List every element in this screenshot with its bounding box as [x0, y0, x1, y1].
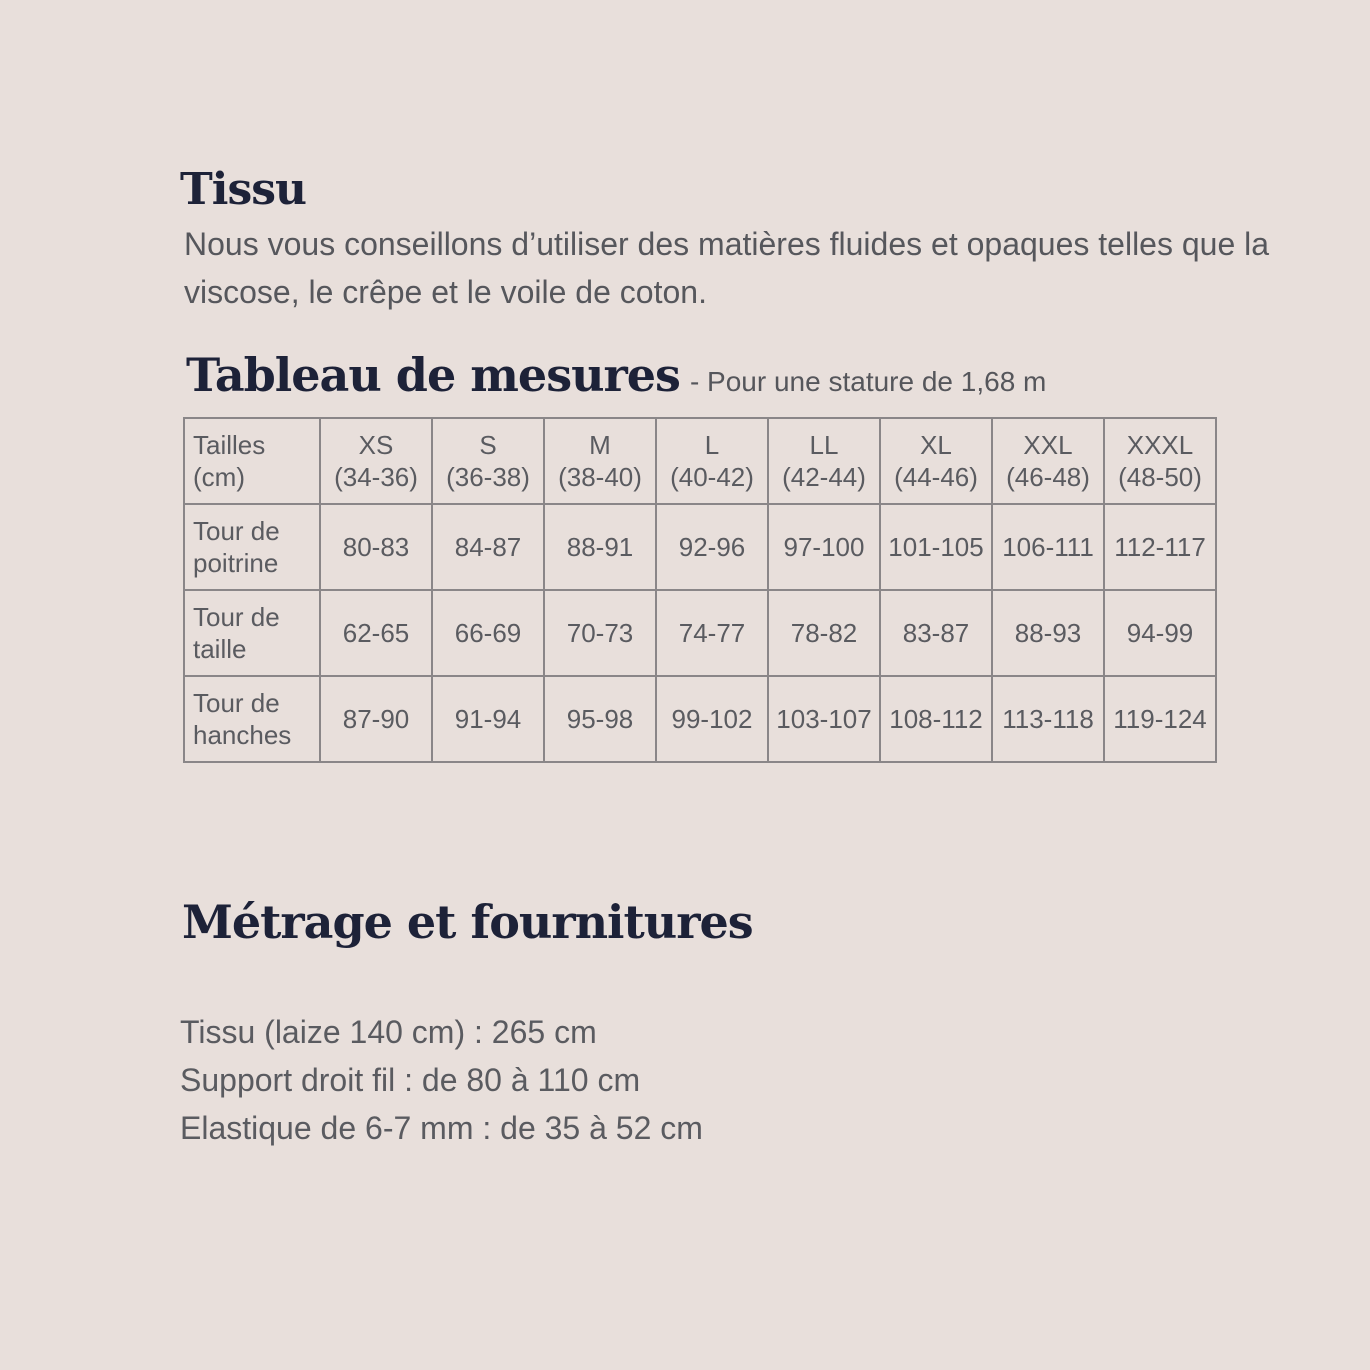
header-label-line: (cm): [193, 462, 245, 492]
table-cell: 101-105: [880, 504, 992, 590]
row-label-line: Tour de: [193, 516, 280, 546]
table-cell: 113-118: [992, 676, 1104, 762]
size-header-cell: [1104, 418, 1216, 504]
table-header-row: [184, 418, 1216, 504]
size-name: XS: [358, 430, 394, 460]
size-range: (46-48): [1006, 462, 1090, 492]
table-cell: 80-83: [320, 504, 432, 590]
table-row: [184, 590, 1216, 676]
table-cell: 66-69: [432, 590, 544, 676]
table-cell: 119-124: [1104, 676, 1216, 762]
size-name: LL: [809, 430, 839, 460]
size-range: (48-50): [1118, 462, 1202, 492]
size-header-cell: [320, 418, 432, 504]
table-row: [184, 504, 1216, 590]
size-range: (40-42): [670, 462, 754, 492]
row-label-line: Tour de: [193, 688, 280, 718]
table-cell: 112-117: [1104, 504, 1216, 590]
table-cell: 95-98: [544, 676, 656, 762]
size-header-cell: [880, 418, 992, 504]
measurements-subtitle: - Pour une stature de 1,68 m: [689, 366, 1047, 397]
table-cell: 74-77: [656, 590, 768, 676]
table-cell: 99-102: [656, 676, 768, 762]
size-range: (36-38): [446, 462, 530, 492]
table-cell: 62-65: [320, 590, 432, 676]
table-cell: 83-87: [880, 590, 992, 676]
size-name: XXXL: [1126, 430, 1194, 460]
header-label-cell: [184, 418, 320, 504]
table-cell: 91-94: [432, 676, 544, 762]
table-cell: 97-100: [768, 504, 880, 590]
supplies-title: Métrage et fournitures: [182, 895, 753, 949]
size-header-cell: [992, 418, 1104, 504]
size-chart-table: [183, 417, 1217, 763]
row-label-cell: [184, 676, 320, 762]
table-cell: 103-107: [768, 676, 880, 762]
supplies-list: [180, 1008, 703, 1152]
table-cell: 87-90: [320, 676, 432, 762]
measurements-heading: [186, 346, 1046, 404]
table-cell: 106-111: [992, 504, 1104, 590]
row-label-line: taille: [193, 634, 247, 664]
row-label-cell: [184, 504, 320, 590]
list-item: Tissu (laize 140 cm) : 265 cm: [180, 1014, 597, 1050]
fabric-description: Nous vous conseillons d’utiliser des matières fluides et opaques telles que la viscose, le crêpe et le voile de coton.: [184, 226, 1270, 310]
table-row: [184, 676, 1216, 762]
size-name: XL: [920, 430, 952, 460]
size-name: S: [479, 430, 497, 460]
size-header-cell: [768, 418, 880, 504]
row-label-line: Tour de: [193, 602, 280, 632]
row-label-line: hanches: [193, 720, 292, 750]
list-item: Elastique de 6-7 mm : de 35 à 52 cm: [180, 1110, 703, 1146]
size-header-cell: [432, 418, 544, 504]
list-item: Support droit fil : de 80 à 110 cm: [180, 1062, 641, 1098]
size-name: XXL: [1023, 430, 1073, 460]
size-header-cell: [656, 418, 768, 504]
row-label-cell: [184, 590, 320, 676]
size-range: (42-44): [782, 462, 866, 492]
table-cell: 70-73: [544, 590, 656, 676]
table-cell: 94-99: [1104, 590, 1216, 676]
size-range: (38-40): [558, 462, 642, 492]
measurements-title: Tableau de mesures: [186, 348, 680, 402]
fabric-title: Tissu: [180, 164, 306, 215]
table-cell: 88-91: [544, 504, 656, 590]
table-cell: 108-112: [880, 676, 992, 762]
size-range: (44-46): [894, 462, 978, 492]
table-cell: 78-82: [768, 590, 880, 676]
table-cell: 92-96: [656, 504, 768, 590]
size-header-cell: [544, 418, 656, 504]
header-label-line: Tailles: [193, 430, 266, 460]
size-range: (34-36): [334, 462, 418, 492]
size-name: L: [704, 430, 720, 460]
row-label-line: poitrine: [193, 548, 279, 578]
table-cell: 88-93: [992, 590, 1104, 676]
size-name: M: [589, 430, 611, 460]
table-cell: 84-87: [432, 504, 544, 590]
